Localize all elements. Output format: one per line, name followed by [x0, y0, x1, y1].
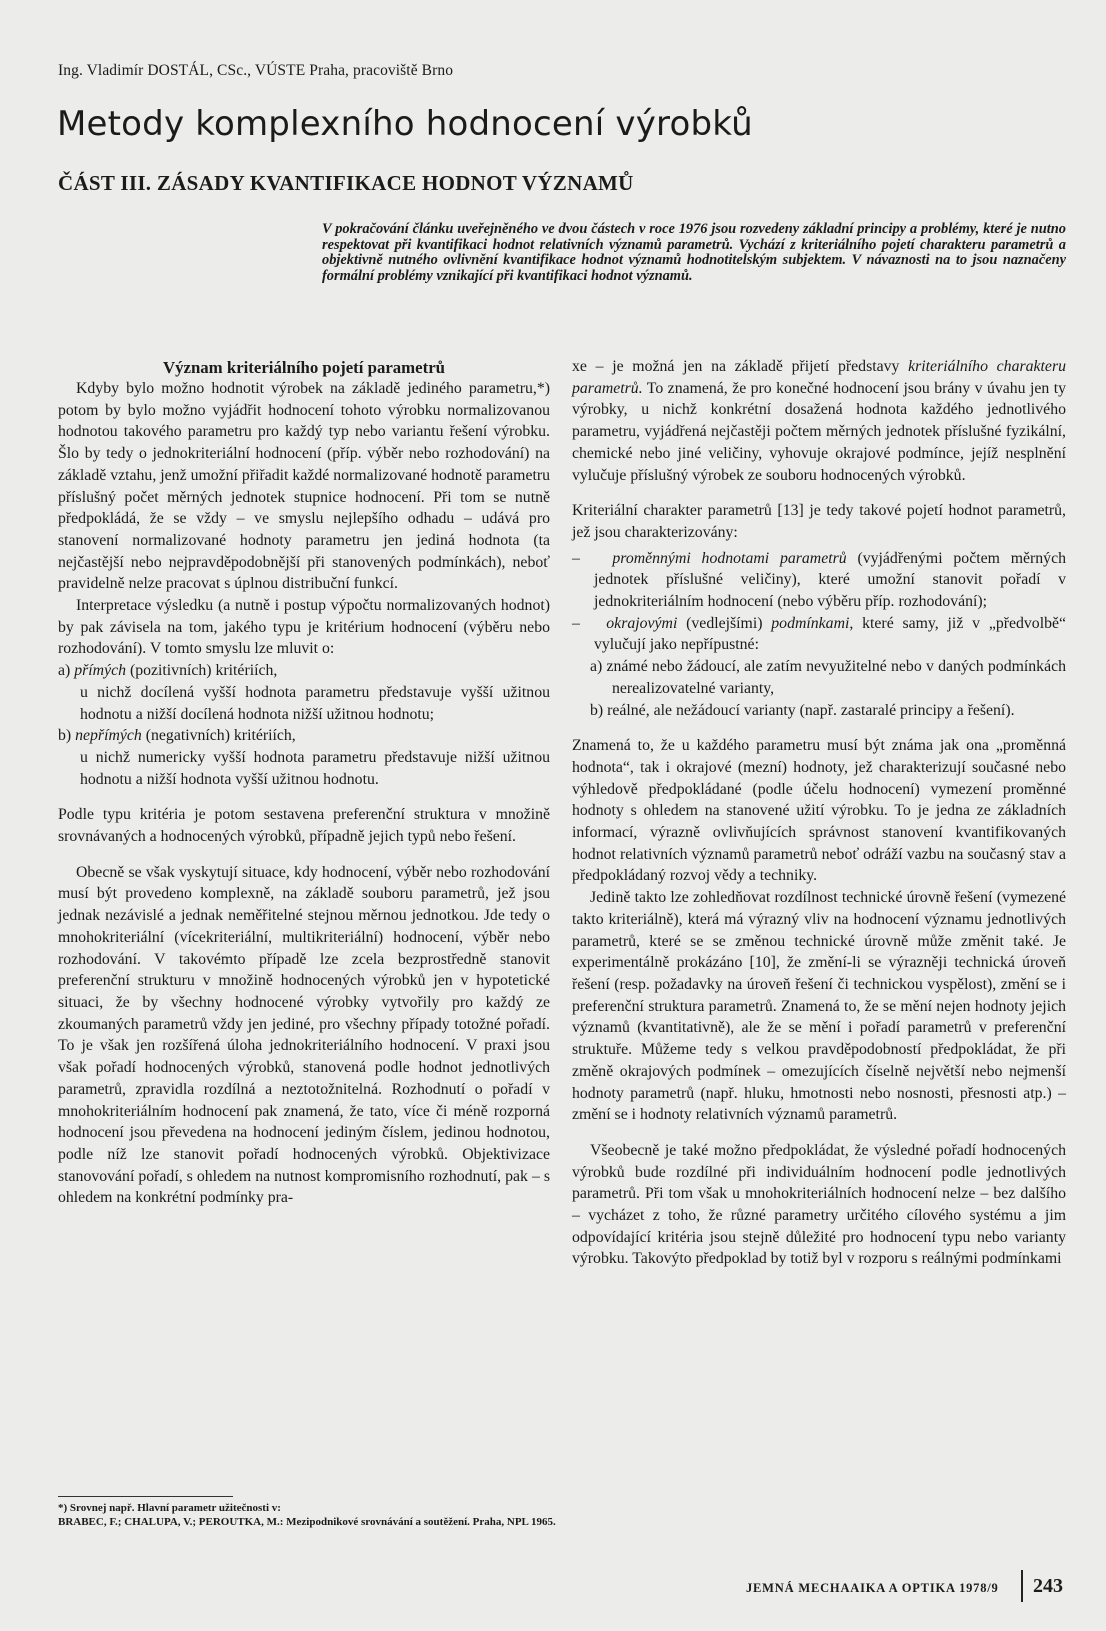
- list-item-b: [58, 725, 550, 747]
- list-label-rest: (negativních) kritériích,: [141, 727, 296, 745]
- article-title: Metody komplexního hodnocení výrobků: [57, 104, 753, 144]
- footer-divider: [1021, 1570, 1023, 1602]
- list-term: proměnnými hodnotami parametrů: [612, 549, 847, 567]
- list-label-rest: (pozitivních) kritériích,: [126, 662, 278, 680]
- right-column: [572, 356, 1066, 1270]
- footnote-line: BRABEC, F.; CHALUPA, V.; PEROUTKA, M.: Mezipodnikové srovnávání a soutěžení. Praha, NPL 1965.: [58, 1515, 556, 1528]
- page-number: 243: [1033, 1575, 1063, 1597]
- text-run: , které samy, již v „předvolbě“ vylučují jako nepřípustné:: [594, 614, 1067, 654]
- text-run: xe – je možná jen na základě přijetí představy: [572, 358, 909, 375]
- list-term: nepřímých: [75, 727, 142, 745]
- paragraph: Kriteriální charakter parametrů [13] je tedy takové pojetí hodnot parametrů, jež jsou charakterizovány:: [572, 502, 1066, 541]
- paragraph: Znamená to, že u každého parametru musí být známa jak ona „proměnná hodnota“, tak i okrajové (mezní) hodnoty, jež charakterizují současné nebo výhledově předpokládané (podle účelu hodnocení) vymezení proměnné hodnoty s ohledem na stanovené užití výrobku. To je jedna ze základních informací, výrazně ovlivňujících správnost stanovení kvantifikovaných hodnot relativních významů parametrů neboť odráží vazbu na současný stav a předpokládaný rozvoj vědy a techniky.: [572, 737, 1066, 885]
- list-item-a-body: u nichž docílená vyšší hodnota parametru představuje vyšší užitnou hodnotu a nižší docílená hodnota nižší užitnou hodnotu;: [80, 683, 550, 723]
- left-column: [58, 357, 550, 1209]
- paragraph: Interpretace výsledku (a nutně i postup výpočtu normalizovaných hodnot) by pak závisela na tom, jakého typu je kritérium hodnocení (výběru nebo rozhodování). V tomto smyslu lze mluvit o:: [58, 597, 550, 658]
- dash-item: – okrajovými (vedlejšími) podmínkami, které samy, již v „předvolbě“ vylučují jako nepřípustné:: [572, 614, 1067, 654]
- paragraph: Kdyby bylo možno hodnotit výrobek na základě jediného parametru,*) potom by bylo možno vyjádřit hodnocení tohoto výrobku normalizovanou hodnotou takového parametru pro každý typ nebo variantu řešení výrobku. Šlo by tedy o jednokriteriální hodnocení (příp. výběr nebo rozhodování) na základě vztahu, jenž umožní přiřadit každé normalizované hodnotě parametru příslušný počet měrných jednotek stupnice hodnocení. Při tom se nutně předpokládá, že se vždy – ve smyslu nejlepšího odhadu – udává pro stanovení normalizované hodnoty parametru jen jediná hodnota (ta nejčastější nebo nejpravděpodobnější při stanovených podmínkách), neboť pravidelně nelze pracovat s úplnou distribuční funkcí.: [58, 380, 550, 593]
- sub-item-a: a) známé nebo žádoucí, ale zatím nevyužitelné nebo v daných podmínkách nerealizovatelné varianty,: [590, 658, 1066, 697]
- list-term: přímých: [74, 662, 126, 680]
- abstract: V pokračování článku uveřejněného ve dvou částech v roce 1976 jsou rozvedeny základní principy a problémy, které je nutno respektovat při kvantifikaci hodnot relativních významů parametrů. Vychází z kriteriálního pojetí charakteru parametrů a objektivně nutného ovlivnění kvantifikace hodnot významů hodnotitelským subjektem. V návaznosti na to jsou naznačeny formální problémy vznikající při kvantifikaci hodnot významů.: [322, 221, 1066, 284]
- list-label: a): [58, 662, 75, 680]
- paragraph: Jedině takto lze zohledňovat rozdílnost technické úrovně řešení (vymezené takto kriteriálně), která má výrazný vliv na hodnocení významu jednotlivých parametrů, které se se změnou technické úrovně může změnit také. Je experimentálně prokázáno [10], že změní-li se výrazněji technická úroveň řešení (resp. požadavky na úroveň řešení či technickou vyspělost), změní se i preferenční struktura parametrů. Znamená to, že se mění nejen hodnoty jejich významů (kvantitativně), ale že se mění i pořadí parametrů v preferenční struktuře. Můžeme tedy s velkou pravděpodobností předpokládat, že při změně okrajových podmínek – omezujících číselně největší nebo nejmenší hodnoty parametrů (např. hluku, hmotnosti nebo nosnosti, přesnosti atp.) – změní se i hodnoty relativních významů parametrů.: [572, 889, 1066, 1124]
- list-term: okrajovými: [606, 614, 678, 632]
- list-item-a: [58, 660, 550, 682]
- footnote-rule: [58, 1496, 233, 1497]
- article-subtitle: ČÁST III. ZÁSADY KVANTIFIKACE HODNOT VÝZNAMŮ: [58, 171, 634, 195]
- sub-item-b: b) reálné, ale nežádoucí varianty (např. zastaralé principy a řešení).: [590, 701, 1015, 719]
- footnote: [58, 1502, 558, 1529]
- list-term: podmínkami: [771, 614, 850, 632]
- journal-footer: JEMNÁ MECHAAIKA A OPTIKA 1978/9: [746, 1581, 999, 1595]
- author-line: Ing. Vladimír DOSTÁL, CSc., VÚSTE Praha, pracoviště Brno: [58, 62, 454, 79]
- footnote-line: *) Srovnej např. Hlavní parametr užitečnosti v:: [58, 1502, 281, 1514]
- dash-item: – proměnnými hodnotami parametrů (vyjádřenými počtem měrných jednotek příslušné veličiny), které umožní stanovit pořadí v jednokriteriálním hodnocení (nebo výběru příp. rozhodování);: [572, 549, 1066, 611]
- paragraph: Všeobecně je také možno předpokládat, že výsledné pořadí hodnocených výrobků bude rozdílné při individuálním hodnocení podle jednotlivých parametrů. Při tom však u mnohokriteriálních hodnocení nelze – bez dalšího – vycházet z toho, že různé parametry určitého cílového systému a jim odpovídající kritéria jsou stejně důležité pro hodnocení typu nebo varianty výrobku. Takovýto předpoklad by totiž byl v rozporu s reálnými podmínkami: [572, 1141, 1066, 1268]
- emphasis: kriteriálního charakteru parametrů.: [572, 358, 1066, 397]
- paragraph: Podle typu kritéria je potom sestavena preferenční struktura v množině srovnávaných a hodnocených výrobků, případně jejich typů nebo řešení.: [58, 806, 550, 846]
- text-run: (vyjádřenými počtem měrných jednotek příslušné veličiny), které umožní stanovit pořadí v jednokriteriálním hodnocení (nebo výběru příp. rozhodování);: [594, 549, 1066, 611]
- section-heading: Význam kriteriálního pojetí parametrů: [163, 358, 445, 377]
- paragraph: Obecně se však vyskytují situace, kdy hodnocení, výběr nebo rozhodování musí být provedeno komplexně, na základě souboru parametrů, jež jsou jednak nezávislé a jednak neměřitelné stejnou měrnou jednotkou. Jde tedy o mnohokriteriální (vícekriteriální, multikriteriální) hodnocení, výběr nebo rozhodování. V takovémto případě lze zcela bezprostředně stanovit preferenční strukturu v množině hodnocených výrobků jen v hypotetické situaci, že by všechny hodnocené výrobky vytvořily pro každý ze zkoumaných parametrů vždy jen jediné, pro všechny případy totožné pořadí. To je však jen rozšířená úloha jednokriteriálního hodnocení. V praxi jsou však pořadí hodnocených výrobků, stanovená podle hodnot jednotlivých parametrů, zpravidla rozdílná a neztotožnitelná. Rozhodnutí o pořadí v mnohokriteriálním hodnocení pak znamená, že tato, více či méně rozporná hodnocení jsou převedena na hodnocení jediným číslem, jedinou hodnotou, podle níž lze stanovit pořadí hodnocených výrobků. Objektivizace stanovování pořadí, s ohledem na nutnost kompromisního rozhodnutí, pak – s ohledem na konkrétní podmínky pra-: [58, 863, 550, 1207]
- paragraph: [572, 356, 1066, 486]
- list-item-b-body: u nichž numericky vyšší hodnota parametru představuje nižší užitnou hodnotu a nižší hodnota vyšší užitnou hodnotu.: [80, 748, 550, 788]
- text-run: To znamená, že pro konečné hodnocení jsou brány v úvahu jen ty výrobky, u nichž konkrétní dosažená hodnota každého jednotlivého parametru, vyjádřená nejčastěji počtem měrných jednotek příslušné fyzikální, chemické nebo jiné veličiny, vyhovuje okrajové podmínce, jejíž nesplnění vylučuje příslušný výrobek ze souboru hodnocených výrobků.: [572, 379, 1066, 484]
- list-label: b): [58, 727, 76, 745]
- text-run: (vedlejšími): [677, 614, 772, 632]
